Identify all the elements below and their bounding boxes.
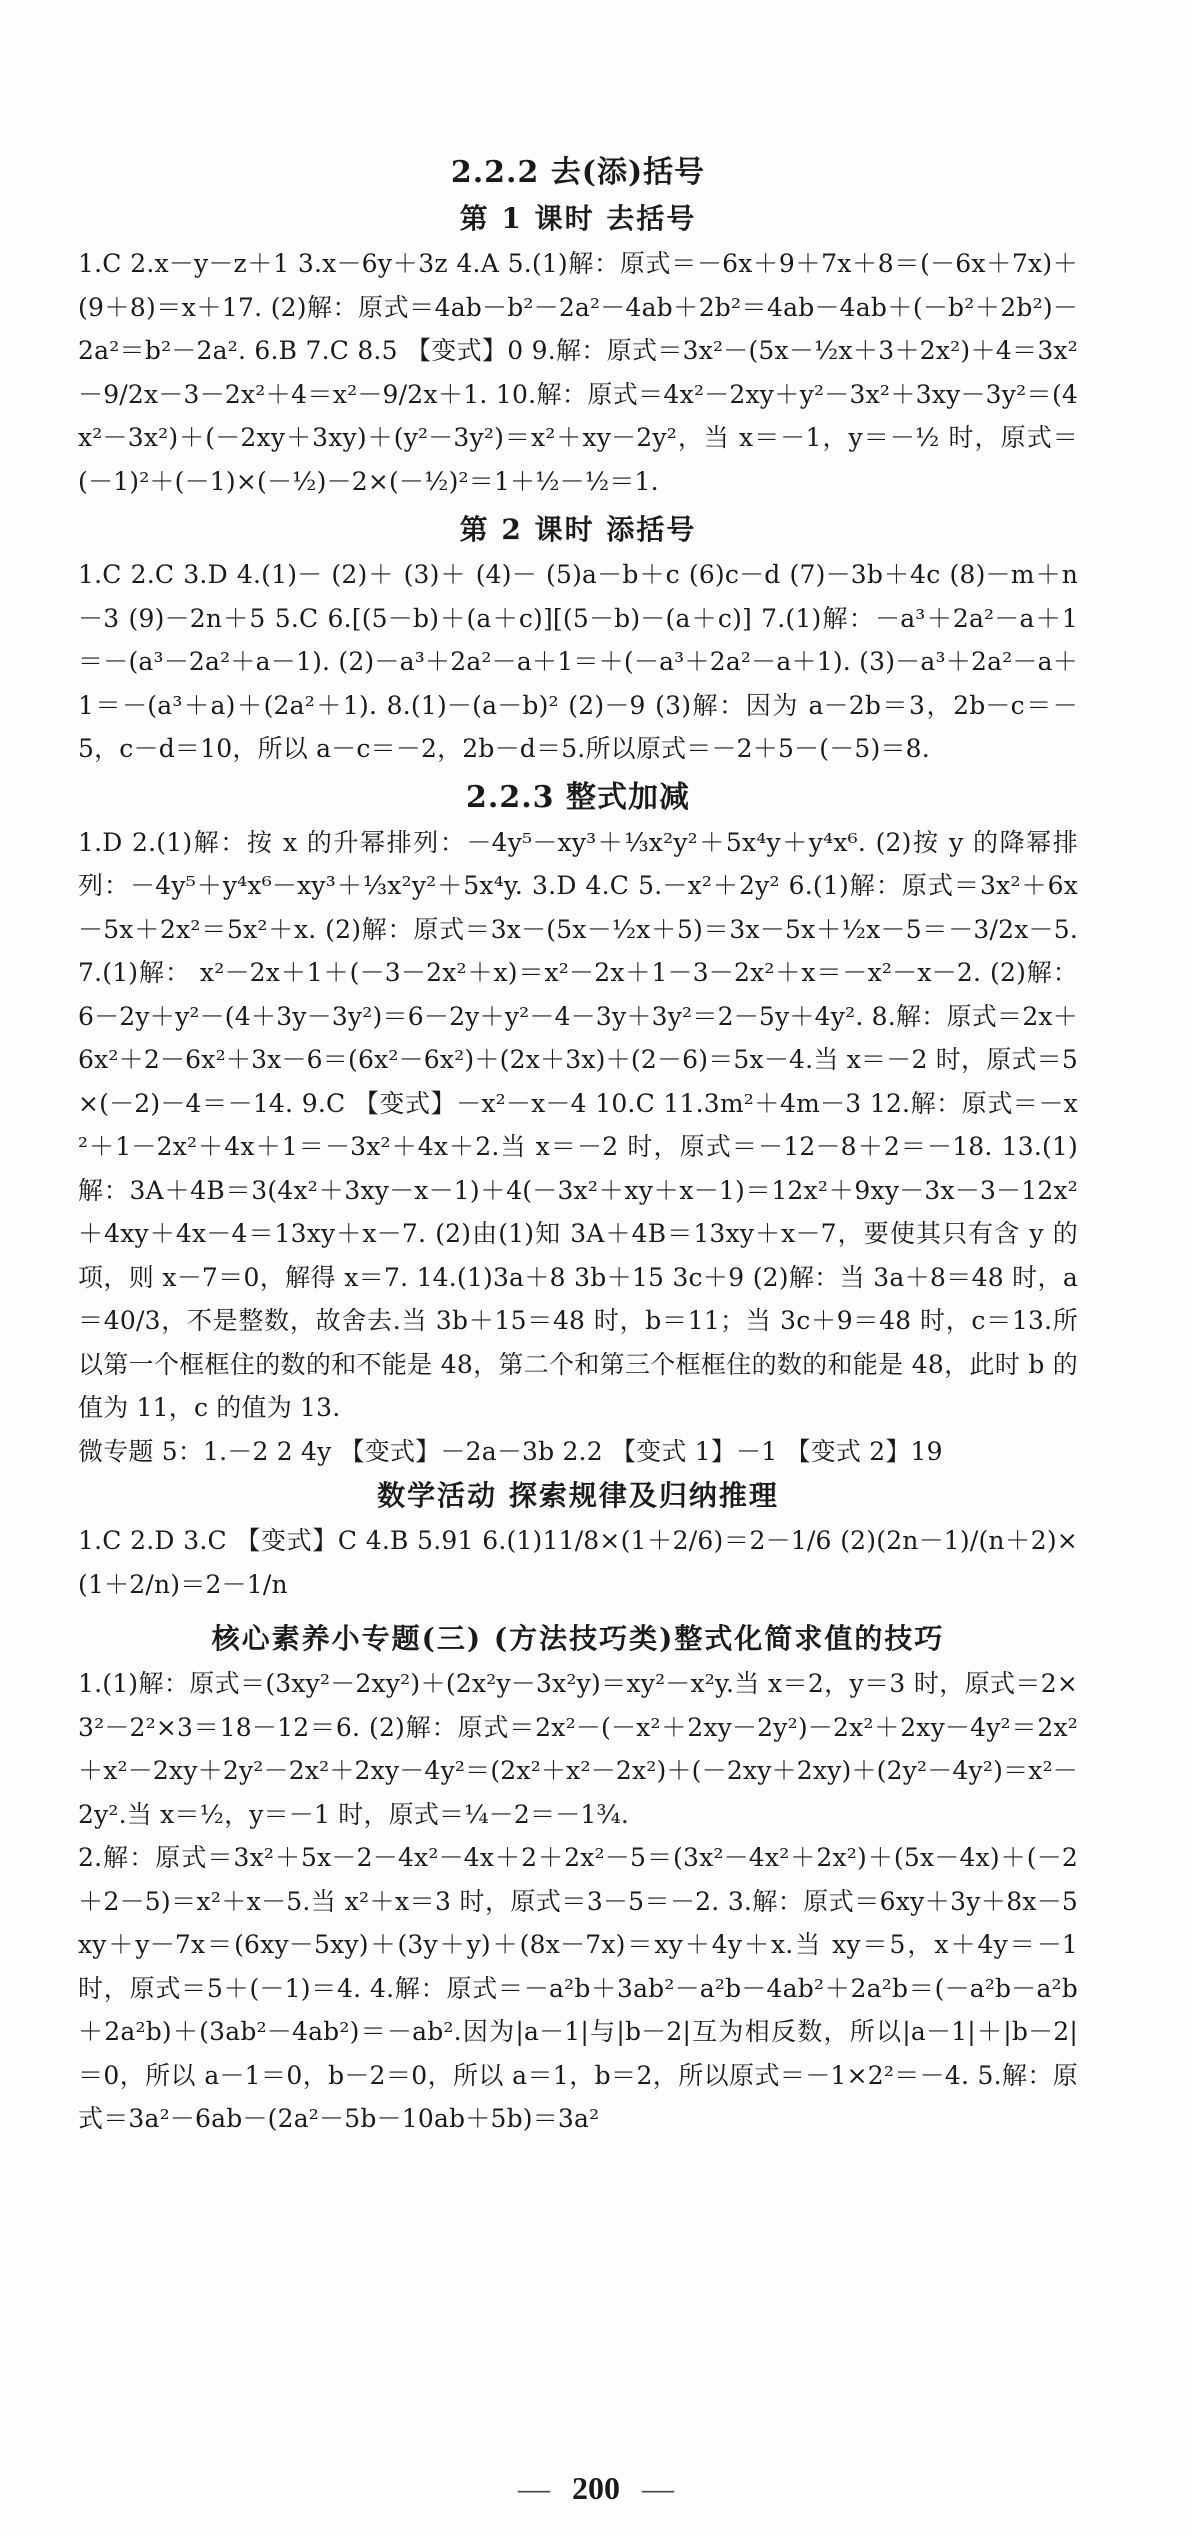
subheading-math-activity: 数学活动 探索规律及归纳推理 <box>377 1479 779 1512</box>
answers-math-activity: 1.C 2.D 3.C 【变式】C 4.B 5.91 6.(1)11/8×(1＋2/6)＝2－1/6 (2)(2n－1)/(n＋2)×(1＋2/n)＝2－1/n <box>78 1526 1078 1599</box>
answers-micro-topic-5: 微专题 5：1.－2 2 4y 【变式】－2a－3b 2.2 【变式 1】－1 【变式 2】19 <box>78 1436 943 1466</box>
subheading-lesson-2: 第 2 课时 添括号 <box>459 513 697 546</box>
answers-lesson-2: 1.C 2.C 3.D 4.(1)－ (2)＋ (3)＋ (4)－ (5)a－b＋c (6)c－d (7)－3b＋4c (8)－m＋n－3 (9)－2n＋5 5.C 6.[(5－b)＋(a＋c)][(5－b)－(a＋c)] 7.(1)解：－a³＋2a²－a＋1＝－(a³－2a²＋a－1). (2)－a³＋2a²－a＋1＝＋(－a³＋2a²－a＋1). (3)－a³＋2a²－a＋1＝－(a³＋a)＋(2a²＋1). 8.(1)－(a－b)² (2)－9 (3)解：因为 a－2b＝3，2b－c＝－5，c－d＝10，所以 a－c＝－2，2b－d＝5.所以原式＝－2＋5－(－5)＝8. <box>78 560 1078 763</box>
answer-page <box>78 150 1078 2141</box>
page-number-value: 200 <box>572 2470 620 2506</box>
subheading-core-literacy-3: 核心素养小专题(三) (方法技巧类)整式化简求值的技巧 <box>211 1622 945 1655</box>
answers-core-literacy-q2-5: 2.解：原式＝3x²＋5x－2－4x²－4x＋2＋2x²－5＝(3x²－4x²＋2x²)＋(5x－4x)＋(－2＋2－5)＝x²＋x－5.当 x²＋x＝3 时，原式＝3－5＝－2. 3.解：原式＝6xy＋3y＋8x－5xy＋y－7x＝(6xy－5xy)＋(3y＋y)＋(8x－7x)＝xy＋4y＋x.当 xy＝5，x＋4y＝－1 时，原式＝5＋(－1)＝4. 4.解：原式＝－a²b＋3ab²－a²b－4ab²＋2a²b＝(－a²b－a²b＋2a²b)＋(3ab²－4ab²)＝－ab².因为|a－1|与|b－2|互为相反数，所以|a－1|＋|b－2|＝0，所以 a－1＝0，b－2＝0，所以 a＝1，b＝2，所以原式＝－1×2²＝－4. 5.解：原式＝3a²－6ab－(2a²－5b－10ab＋5b)＝3a² <box>78 1843 1078 2133</box>
page-number: — 200 — <box>518 2470 674 2506</box>
section-heading-2-2-2: 2.2.2 去(添)括号 <box>450 155 706 190</box>
answers-core-literacy-q1: 1.(1)解：原式＝(3xy²－2xy²)＋(2x²y－3x²y)＝xy²－x²y.当 x＝2，y＝3 时，原式＝2×3²－2²×3＝18－12＝6. (2)解：原式＝2x²－(－x²＋2xy－2y²)－2x²＋2xy－4y²＝2x²＋x²－2xy＋2y²－2x²＋2xy－4y²＝(2x²＋x²－2x²)＋(－2xy＋2xy)＋(2y²－4y²)＝x²－2y².当 x＝½，y＝－1 时，原式＝¼－2＝－1¾. <box>78 1669 1078 1829</box>
answers-2-2-3: 1.D 2.(1)解：按 x 的升幂排列：－4y⁵－xy³＋⅓x²y²＋5x⁴y＋y⁴x⁶. (2)按 y 的降幂排列：－4y⁵＋y⁴x⁶－xy³＋⅓x²y²＋5x⁴y. 3.D 4.C 5.－x²＋2y² 6.(1)解：原式＝3x²＋6x－5x＋2x²＝5x²＋x. (2)解：原式＝3x－(5x－½x＋5)＝3x－5x＋½x－5＝－3/2x－5. 7.(1)解： x²－2x＋1＋(－3－2x²＋x)＝x²－2x＋1－3－2x²＋x＝－x²－x－2. (2)解： 6－2y＋y²－(4＋3y－3y²)＝6－2y＋y²－4－3y＋3y²＝2－5y＋4y². 8.解：原式＝2x＋6x²＋2－6x²＋3x－6＝(6x²－6x²)＋(2x＋3x)＋(2－6)＝5x－4.当 x＝－2 时，原式＝5×(－2)－4＝－14. 9.C 【变式】－x²－x－4 10.C 11.3m²＋4m－3 12.解：原式＝－x²＋1－2x²＋4x＋1＝－3x²＋4x＋2.当 x＝－2 时，原式＝－12－8＋2＝－18. 13.(1)解：3A＋4B＝3(4x²＋3xy－x－1)＋4(－3x²＋xy＋x－1)＝12x²＋9xy－3x－3－12x²＋4xy＋4x－4＝13xy＋x－7. (2)由(1)知 3A＋4B＝13xy＋x－7，要使其只有含 y 的项，则 x－7＝0，解得 x＝7. 14.(1)3a＋8 3b＋15 3c＋9 (2)解：当 3a＋8＝48 时，a＝40/3，不是整数，故舍去.当 3b＋15＝48 时，b＝11；当 3c＋9＝48 时，c＝13.所以第一个框框住的数的和不能是 48，第二个和第三个框框住的数的和能是 48，此时 b 的值为 11，c 的值为 13. <box>78 827 1078 1422</box>
answers-lesson-1: 1.C 2.x－y－z＋1 3.x－6y＋3z 4.A 5.(1)解：原式＝－6x＋9＋7x＋8＝(－6x＋7x)＋(9＋8)＝x＋17. (2)解：原式＝4ab－b²－2a²－4ab＋2b²＝4ab－4ab＋(－b²＋2b²)－2a²＝b²－2a². 6.B 7.C 8.5 【变式】0 9.解：原式＝3x²－(5x－½x＋3＋2x²)＋4＝3x²－9/2x－3－2x²＋4＝x²－9/2x＋1. 10.解：原式＝4x²－2xy＋y²－3x²＋3xy－3y²＝(4x²－3x²)＋(－2xy＋3xy)＋(y²－3y²)＝x²＋xy－2y²，当 x＝－1，y＝－½ 时，原式＝(－1)²＋(－1)×(－½)－2×(－½)²＝1＋½－½＝1. <box>78 249 1078 496</box>
section-heading-2-2-3: 2.2.3 整式加减 <box>466 779 690 815</box>
subheading-lesson-1: 第 1 课时 去括号 <box>459 202 697 235</box>
